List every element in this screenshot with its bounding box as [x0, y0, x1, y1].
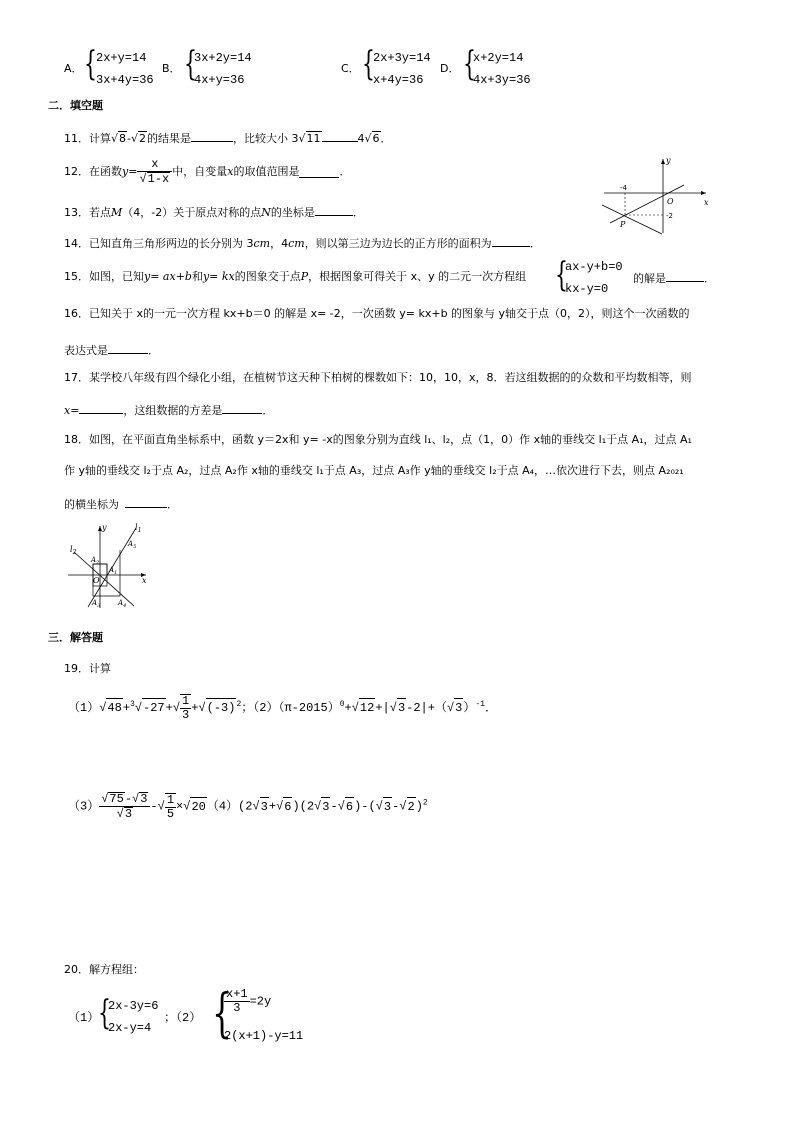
exponent: 2	[422, 798, 428, 808]
fraction	[99, 792, 150, 821]
label-l2: $l_2$	[70, 545, 77, 556]
term: )-(	[354, 799, 376, 814]
q19-title: 19．计算	[64, 662, 111, 675]
option-b-eq1: 3x+2y=14	[194, 51, 252, 65]
radicand: 3	[383, 797, 392, 816]
paren: ）	[463, 701, 476, 716]
var-x: x=	[64, 404, 80, 417]
operator: ×	[176, 799, 184, 814]
radicand: 2	[407, 797, 416, 816]
period: ．	[484, 701, 497, 716]
radicand: -27	[142, 698, 166, 717]
label-neg2: -2	[666, 212, 673, 220]
answer-blank	[108, 342, 148, 354]
label-origin: O	[667, 197, 674, 206]
question-15	[64, 270, 526, 284]
numerator: 1	[182, 694, 190, 708]
period: ．	[704, 272, 715, 285]
line-l2	[74, 552, 134, 606]
line-kx	[602, 205, 662, 234]
brace: {	[84, 44, 97, 84]
q14-text: 14．已知直角三角形两边的长分别为 3	[64, 237, 254, 250]
part-label: （1）	[68, 1011, 100, 1025]
period: ．	[148, 344, 159, 357]
option-d-eq2: 4x+3y=36	[473, 73, 531, 87]
radicand: 6	[283, 797, 292, 816]
label-a5: $A_5$	[128, 540, 137, 550]
operator: -	[330, 799, 338, 814]
denominator: √1-x	[139, 172, 170, 186]
period: ．	[262, 404, 274, 417]
q20-s1-eq1: 2x-3y=6	[108, 999, 159, 1013]
q15-text4: 的解是	[633, 272, 666, 285]
label-a2: $A_2$	[91, 556, 100, 566]
q18-line3	[64, 496, 178, 512]
numerator: √75-√3	[99, 792, 150, 807]
point-m: M	[111, 206, 123, 219]
exponent: -1	[475, 700, 485, 710]
option-a-eq2: 3x+4y=36	[96, 73, 154, 87]
radicand: (-3)	[206, 698, 237, 717]
q14-text2: ，则以第三边为边长的正方形的面积为	[304, 237, 492, 250]
q11-mid2: ，比较大小 3	[233, 132, 299, 145]
brace: {	[184, 44, 197, 84]
radicand: 3	[124, 807, 133, 821]
q11-prefix: 11．计算	[64, 132, 111, 145]
figure-q18	[64, 520, 156, 612]
label-x: x	[142, 576, 147, 585]
unit: cm	[288, 237, 305, 250]
radicand: 3	[321, 797, 330, 816]
answer-blank	[492, 235, 530, 247]
radicand: 3	[454, 698, 463, 717]
q15-eq2: kx-y=0	[565, 282, 609, 296]
q15-text: 15．如图，已知	[64, 270, 144, 283]
brace: {	[362, 44, 375, 84]
radicand: 3	[260, 797, 269, 816]
brace: {	[555, 255, 568, 295]
function-1: y= ax+b	[144, 270, 192, 283]
q18-line1: 18．如图，在平面直角坐标系中，函数 y＝2x和 y= -x的图象分别为直线 l₁、l₂，点（1，0）作 x轴的垂线交 l₁于点 A₁，过点 A₁	[64, 433, 692, 446]
y-axis-arrow	[661, 159, 665, 164]
period: ．	[529, 237, 541, 250]
label-l1: $l_1$	[135, 523, 142, 534]
abs-bar: |	[420, 701, 428, 716]
fraction	[180, 694, 191, 722]
q12-text2: 的取值范围是	[233, 165, 300, 178]
term: -2	[406, 701, 421, 716]
radicand: 8	[119, 132, 127, 145]
q12-prefix: 12．在函数	[64, 165, 122, 178]
abs-bar: |	[382, 701, 390, 716]
q19-part1-2: （1）√48+$^3$√-27+√ $\frac{1}{3}$ $+√(-3)^2$；$(2)(\pi-2015)^0+√12+|√3-2|+(√3)^{-1}$．	[68, 694, 497, 722]
question-14	[64, 235, 541, 251]
brace: {	[212, 984, 232, 1044]
numerator: x+1	[226, 987, 248, 1001]
exponent: 0	[339, 700, 345, 710]
term: )(2	[292, 799, 315, 814]
q12-text: 中，自变量	[172, 165, 228, 178]
paren: )	[415, 799, 423, 814]
rhs: =2y	[249, 994, 272, 1009]
q18-line2: 作 y轴的垂线交 l₂于点 A₂，过点 A₂作 x轴的垂线交 l₁于点 A₃，过点 A₃作 y轴的垂线交 l₂于点 A₄，…依次进行下去，则点 A₂₀₂₁	[64, 464, 684, 477]
brace: {	[98, 993, 111, 1033]
q15-text3: ，根据图象可得关于 x、y 的二元一次方程组	[308, 270, 527, 283]
numerator: 1	[166, 792, 175, 807]
label-y: y	[102, 523, 107, 532]
period: ．	[380, 132, 392, 145]
figure-q15	[600, 155, 712, 235]
section-title: 三．解答题	[48, 631, 103, 644]
term: (2	[238, 799, 253, 814]
answer-blank	[79, 402, 123, 414]
point-p: P	[300, 270, 309, 283]
operator: +	[268, 799, 277, 814]
radicand: 3	[140, 792, 148, 806]
unit: cm	[253, 237, 271, 250]
q20-title: 20．解方程组：	[64, 963, 144, 976]
q13-coords: （4，-2）关于原点对称的点	[122, 206, 262, 219]
q11-mid: 的结果是	[147, 132, 192, 145]
radicand: 6	[372, 132, 380, 145]
q17-line1: 17．某学校八年级有四个绿化小组，在植树节这天种下柏树的棵数如下：10，10，x，8．若这组数据的的众数和平均数相等，则	[64, 371, 692, 384]
q20-s2-eq2: 2(x+1)-y=11	[224, 1029, 304, 1043]
label-a4: $A_4$	[118, 599, 127, 609]
question-12	[64, 158, 350, 186]
q16-line2-text: 表达式是	[64, 344, 108, 357]
q15-eq1: ax-y+b=0	[565, 260, 623, 274]
radicand: 11	[306, 132, 321, 145]
function-2: y= kx	[202, 270, 235, 283]
answer-blank	[222, 402, 262, 414]
sqrt-sign: √	[111, 132, 119, 145]
q14-sep: ，4	[270, 237, 289, 250]
operator: -	[150, 799, 158, 814]
fraction	[137, 158, 172, 186]
part-label: （4）	[206, 799, 239, 814]
denominator: √3	[116, 807, 133, 821]
q15-text2: 的图象交于点	[234, 270, 301, 283]
label-neg4: -4	[620, 184, 627, 192]
period: ．	[167, 498, 178, 511]
separator: ；（2）	[241, 701, 279, 716]
part-label: （1）	[68, 701, 100, 716]
q17-line2	[64, 402, 273, 418]
period: ．	[352, 206, 364, 219]
q15-and: 和	[191, 270, 203, 283]
radicand: 3	[397, 698, 406, 717]
option-c-eq1: 2x+3y=14	[373, 51, 431, 65]
q17-line2-text: ，这组数据的方差是	[123, 404, 223, 417]
radicand: 20	[190, 797, 206, 816]
option-b-eq2: 4x+y=36	[194, 73, 245, 87]
fraction	[224, 988, 250, 1015]
radicand: 6	[345, 797, 354, 816]
q20-s1-eq2: 2x-y=4	[108, 1021, 152, 1035]
q16-line1: 16．已知关于 x的一元一次方程 kx+b＝0 的解是 x= -2，一次函数 y= kx+b 的图象与 y轴交于点（0，2），则这个一次函数的	[64, 307, 690, 320]
operator: -	[124, 792, 133, 806]
label-x: x	[704, 198, 709, 207]
exponent: 2	[236, 700, 242, 710]
label-y: y	[666, 156, 671, 165]
option-c-label: C．	[341, 62, 360, 75]
sqrt-sign: √	[364, 132, 372, 145]
fraction	[165, 793, 176, 821]
label-origin: O	[93, 576, 100, 585]
question-11: 11．计算√8-√2的结果是 ，比较大小 3√11 4√6．	[64, 132, 392, 145]
sqrt-sign: √	[298, 132, 306, 145]
x-axis-arrow	[701, 191, 706, 195]
y-equals: y=	[122, 165, 138, 178]
answer-blank	[191, 130, 233, 142]
q18-line3-text: 的横坐标为	[64, 498, 119, 511]
option-d-label: D．	[440, 62, 460, 75]
q13-text2: 的坐标是	[270, 206, 315, 219]
label-a1: $A_1$	[109, 566, 118, 576]
answer-blank	[322, 130, 358, 142]
denominator: 3	[182, 708, 190, 722]
q13-text: 13．若点	[64, 206, 111, 219]
q16-line2	[64, 342, 159, 358]
sqrt-sign: √	[131, 132, 139, 145]
option-c-eq2: x+4y=36	[373, 73, 424, 87]
q15-tail	[633, 270, 715, 286]
numerator: x	[137, 158, 172, 172]
pi-term: （π-2015）	[278, 701, 340, 716]
q19-part3-4: （3） $\frac{√75-√3}{√3}$ -√ $\frac{1}{5}$ $\times√20(4)(2√3+√6)(2√3-√6)-(√3-√2)^2$	[68, 792, 428, 821]
period: ．	[339, 165, 351, 178]
option-b-label: B．	[162, 62, 181, 75]
operator: +	[122, 701, 131, 716]
answer-blank	[315, 204, 353, 216]
operator: -	[392, 799, 400, 814]
question-13	[64, 204, 364, 220]
denominator: 5	[166, 806, 175, 821]
answer-blank	[125, 496, 167, 508]
label-p: P	[620, 220, 626, 229]
label-a3: $A_3$	[92, 599, 101, 609]
radicand: 12	[359, 698, 375, 717]
section-title: 二．填空题	[48, 99, 103, 112]
option-a-eq1: 2x+y=14	[96, 51, 147, 65]
q20-s2-eq1	[224, 988, 271, 1015]
radicand: 2	[139, 132, 147, 145]
term: +（	[427, 701, 447, 716]
option-a-label: A．	[64, 62, 83, 75]
part-label: （3）	[68, 799, 100, 814]
answer-blank	[666, 270, 704, 282]
root-index: 3	[130, 700, 135, 710]
radicand: 48	[106, 698, 122, 717]
denominator: 3	[233, 1001, 241, 1015]
answer-blank	[299, 166, 339, 178]
brace: {	[463, 44, 476, 84]
radicand: 1-x	[147, 172, 170, 186]
option-d-eq1: x+2y=14	[473, 51, 524, 65]
point-n: N	[261, 206, 271, 219]
radicand: 75	[109, 792, 124, 806]
q11-coef: 4	[357, 132, 365, 145]
separator: ；（2）	[164, 1011, 202, 1025]
var-x: x	[227, 165, 234, 178]
